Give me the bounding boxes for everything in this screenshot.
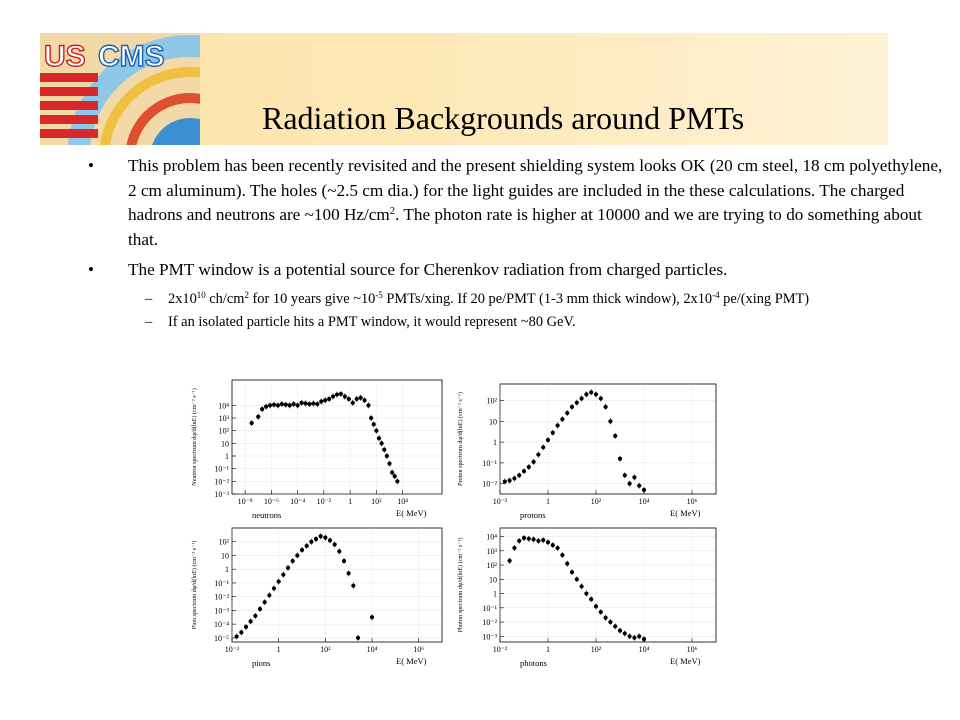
- data-point: [331, 394, 335, 398]
- data-point: [253, 614, 257, 618]
- us-cms-logo: [40, 33, 200, 145]
- data-point: [268, 403, 272, 407]
- y-tick-label: 10⁴: [486, 532, 497, 542]
- data-point: [299, 401, 303, 405]
- data-point: [366, 403, 370, 407]
- data-point: [370, 615, 374, 619]
- data-point: [323, 536, 327, 540]
- data-point: [618, 629, 622, 633]
- x-tick-label: 10⁻⁸: [237, 497, 253, 506]
- data-point: [281, 573, 285, 577]
- data-point: [541, 538, 545, 542]
- pion-spectrum-chart: [188, 522, 450, 672]
- data-point: [608, 419, 612, 423]
- data-point: [517, 539, 521, 543]
- data-point: [385, 454, 389, 458]
- data-point: [356, 636, 360, 640]
- data-point: [517, 473, 521, 477]
- data-point: [315, 402, 319, 406]
- data-point: [604, 405, 608, 409]
- neutron-spectrum-plot: [188, 374, 450, 524]
- data-point: [541, 445, 545, 449]
- y-tick-label: 10⁴: [218, 401, 229, 411]
- y-tick-label: 10⁻²: [482, 618, 497, 628]
- bullet-pmt-window: • The PMT window is a potential source for Cherenkov radiation from charged particles.: [88, 258, 948, 283]
- y-tick-label: 10: [221, 439, 229, 449]
- y-tick-label: 10²: [218, 426, 229, 436]
- data-point: [556, 423, 560, 427]
- data-point: [377, 436, 381, 440]
- x-axis-unit: E( MeV): [396, 508, 427, 518]
- y-tick-label: 10⁻³: [482, 632, 497, 642]
- data-point: [637, 634, 641, 638]
- data-point: [249, 619, 253, 623]
- data-point: [362, 398, 366, 402]
- plot-frame: [232, 528, 442, 642]
- y-axis-label: Pion spectrum dφ/d(lnE) (cm⁻² s⁻¹): [191, 540, 198, 630]
- data-point: [258, 607, 262, 611]
- plot-frame: [500, 528, 716, 642]
- y-tick-label: 1: [225, 452, 229, 461]
- data-point: [580, 396, 584, 400]
- data-point: [632, 636, 636, 640]
- y-tick-label: 10⁻²: [482, 479, 497, 489]
- data-point: [546, 540, 550, 544]
- data-point: [280, 402, 284, 406]
- data-point: [527, 537, 531, 541]
- data-point: [244, 625, 248, 629]
- data-point: [239, 630, 243, 634]
- data-point: [288, 403, 292, 407]
- data-point: [277, 579, 281, 583]
- data-point: [508, 559, 512, 563]
- data-point: [503, 479, 507, 483]
- data-point: [565, 562, 569, 566]
- data-point: [305, 544, 309, 548]
- data-point: [272, 586, 276, 590]
- data-point: [235, 634, 239, 638]
- data-point: [589, 390, 593, 394]
- y-tick-label: 10³: [218, 414, 229, 423]
- data-point: [589, 597, 593, 601]
- y-tick-label: 10⁻²: [214, 477, 229, 487]
- x-tick-label: 1: [546, 497, 550, 506]
- data-point: [347, 397, 351, 401]
- data-point: [311, 401, 315, 405]
- logo-text-us: US: [44, 40, 86, 73]
- x-tick-label: 10⁴: [397, 497, 409, 506]
- data-point: [584, 591, 588, 595]
- y-tick-label: 10⁻⁵: [213, 633, 229, 643]
- data-point: [286, 566, 290, 570]
- data-point: [272, 403, 276, 407]
- y-tick-label: 10⁻⁴: [213, 620, 229, 630]
- x-axis-label: neutrons: [252, 510, 282, 520]
- data-point: [307, 402, 311, 406]
- data-point: [623, 473, 627, 477]
- data-point: [570, 570, 574, 574]
- y-tick-label: 1: [493, 589, 497, 599]
- data-point: [276, 403, 280, 407]
- y-tick-label: 1: [493, 438, 497, 448]
- x-tick-label: 1: [348, 497, 353, 506]
- data-point: [546, 438, 550, 442]
- x-tick-label: 10⁶: [413, 645, 425, 654]
- y-tick-label: 1: [225, 565, 229, 575]
- y-tick-label: 10²: [218, 537, 229, 547]
- x-tick-label: 10⁶: [686, 497, 698, 506]
- data-point: [347, 571, 351, 575]
- y-tick-label: 10: [489, 575, 497, 585]
- data-point: [642, 488, 646, 492]
- y-axis-label: Neutron spectrum dφ/d(lnE) (cm⁻² s⁻¹): [191, 388, 198, 486]
- data-point: [339, 392, 343, 396]
- data-point: [584, 392, 588, 396]
- data-point: [380, 441, 384, 445]
- data-point: [295, 553, 299, 557]
- data-point: [599, 610, 603, 614]
- x-axis-unit: E( MeV): [670, 656, 701, 666]
- data-point: [532, 460, 536, 464]
- data-point: [327, 397, 331, 401]
- x-tick-label: 10⁻⁴: [290, 497, 306, 506]
- pion-spectrum-plot: [188, 522, 450, 672]
- data-point: [642, 637, 646, 641]
- data-point: [599, 396, 603, 400]
- x-tick-label: 10⁴: [638, 497, 650, 506]
- data-point: [291, 559, 295, 563]
- data-point: [300, 548, 304, 552]
- y-tick-label: 10⁻³: [214, 606, 229, 616]
- y-tick-label: 10³: [486, 546, 497, 556]
- x-tick-label: 1: [546, 645, 550, 654]
- y-tick-label: 10⁻²: [214, 592, 229, 602]
- photon-spectrum-plot: [454, 522, 730, 672]
- y-tick-label: 10⁻³: [214, 490, 229, 499]
- y-tick-label: 10²: [486, 396, 497, 406]
- data-point: [382, 448, 386, 452]
- y-tick-label: 10: [489, 417, 497, 427]
- data-point: [359, 396, 363, 400]
- data-point: [628, 482, 632, 486]
- x-tick-label: 10⁻²: [492, 497, 508, 506]
- bullet-dot: •: [88, 260, 95, 279]
- x-axis-label: photons: [520, 658, 547, 668]
- data-point: [551, 543, 555, 547]
- x-tick-label: 10⁴: [638, 645, 650, 654]
- data-point: [351, 401, 355, 405]
- x-axis-unit: E( MeV): [670, 508, 701, 518]
- data-point: [328, 538, 332, 542]
- data-point: [343, 394, 347, 398]
- x-tick-label: 10⁻²: [316, 497, 332, 506]
- logo-text-cms: CMS: [98, 40, 165, 73]
- x-tick-label: 10⁻⁶: [263, 497, 279, 506]
- data-point: [565, 411, 569, 415]
- subbullet-isolated: – If an isolated particle hits a PMT window, it would represent ~80 GeV.: [145, 313, 576, 330]
- data-point: [369, 416, 373, 420]
- data-point: [250, 421, 254, 425]
- data-point: [512, 546, 516, 550]
- data-point: [309, 540, 313, 544]
- x-tick-label: 10⁶: [686, 645, 698, 654]
- data-point: [536, 539, 540, 543]
- data-point: [351, 584, 355, 588]
- data-point: [594, 392, 598, 396]
- data-point: [613, 434, 617, 438]
- bullet-dot: •: [88, 156, 95, 175]
- x-tick-label: 10²: [590, 645, 602, 654]
- data-point: [395, 479, 399, 483]
- x-tick-label: 10⁻²: [224, 645, 240, 654]
- x-tick-label: 1: [276, 645, 281, 654]
- data-point: [556, 546, 560, 550]
- data-point: [637, 484, 641, 488]
- x-tick-label: 10²: [320, 645, 331, 654]
- data-point: [623, 631, 627, 635]
- data-point: [575, 577, 579, 581]
- data-point: [264, 405, 268, 409]
- data-point: [628, 634, 632, 638]
- y-axis-label: Photon spectrum dφ/d(lnE) (cm⁻² s⁻¹): [457, 537, 464, 633]
- slide-title: Radiation Backgrounds around PMTs: [262, 100, 745, 136]
- y-tick-label: 10⁻¹: [482, 603, 497, 613]
- data-point: [532, 537, 536, 541]
- data-point: [372, 422, 376, 426]
- data-point: [319, 399, 323, 403]
- data-point: [296, 403, 300, 407]
- x-tick-label: 10⁻²: [492, 645, 508, 654]
- data-point: [319, 534, 323, 538]
- data-point: [536, 452, 540, 456]
- data-point: [387, 462, 391, 466]
- data-point: [292, 402, 296, 406]
- data-point: [560, 553, 564, 557]
- bullet-shielding: • This problem has been recently revisited and the present shielding system looks OK (20 cm steel, 18 cm polyethylene, 2 cm aluminum). The holes (~2.5 cm dia.) for the light guides are included in the these calculations. The charged hadrons and neutrons are ~100 $Hz/cm^2$. The photon rate is higher at 10000 and we are trying to do something about that.: [88, 156, 943, 249]
- data-point: [522, 469, 526, 473]
- data-point: [337, 549, 341, 553]
- data-point: [551, 431, 555, 435]
- data-point: [508, 478, 512, 482]
- data-point: [522, 536, 526, 540]
- data-point: [580, 584, 584, 588]
- sub-dash: –: [145, 290, 153, 307]
- slide-content: [88, 154, 948, 335]
- neutron-spectrum-chart: [188, 374, 450, 524]
- x-axis-label: protons: [520, 510, 546, 520]
- y-axis-label: Proton spectrum dφ/d(lnE) (cm⁻² s⁻¹): [457, 392, 464, 486]
- proton-spectrum-chart: [454, 378, 730, 524]
- data-point: [256, 415, 260, 419]
- data-point: [314, 537, 318, 541]
- data-point: [613, 624, 617, 628]
- x-tick-label: 10⁴: [366, 645, 378, 654]
- proton-spectrum-plot: [454, 378, 730, 524]
- data-point: [335, 392, 339, 396]
- data-point: [575, 401, 579, 405]
- data-point: [390, 470, 394, 474]
- subbullet-rate: – $2x10^{10}$ $ch/cm^2$ for 10 years give $\sim 10^{-5}$ PMTs/xing. If 20 pe/PMT (1-3 mm thick window), $2x10^{-4}$ pe/(xing PMT): [145, 289, 810, 307]
- data-point: [260, 407, 264, 411]
- data-point: [342, 559, 346, 563]
- y-tick-label: 10²: [486, 561, 497, 571]
- data-point: [632, 475, 636, 479]
- data-point: [267, 593, 271, 597]
- data-point: [393, 474, 397, 478]
- y-tick-label: 10⁻¹: [214, 464, 229, 474]
- data-point: [303, 401, 307, 405]
- data-point: [333, 542, 337, 546]
- data-point: [560, 417, 564, 421]
- data-point: [263, 600, 267, 604]
- y-tick-label: 10⁻¹: [482, 458, 497, 468]
- data-point: [374, 429, 378, 433]
- data-point: [570, 405, 574, 409]
- data-point: [618, 457, 622, 461]
- x-tick-label: 10²: [371, 497, 382, 506]
- y-tick-label: 10: [221, 551, 229, 561]
- x-tick-label: 10²: [590, 497, 602, 506]
- y-tick-label: 10⁻¹: [214, 578, 229, 588]
- data-point: [512, 476, 516, 480]
- x-axis-unit: E( MeV): [396, 656, 427, 666]
- data-point: [284, 403, 288, 407]
- data-point: [608, 620, 612, 624]
- photon-spectrum-chart: [454, 522, 730, 672]
- sub-dash: –: [145, 313, 153, 330]
- data-point: [527, 465, 531, 469]
- data-point: [604, 616, 608, 620]
- data-point: [323, 398, 327, 402]
- x-axis-label: pions: [252, 658, 271, 668]
- data-point: [594, 604, 598, 608]
- data-point: [355, 397, 359, 401]
